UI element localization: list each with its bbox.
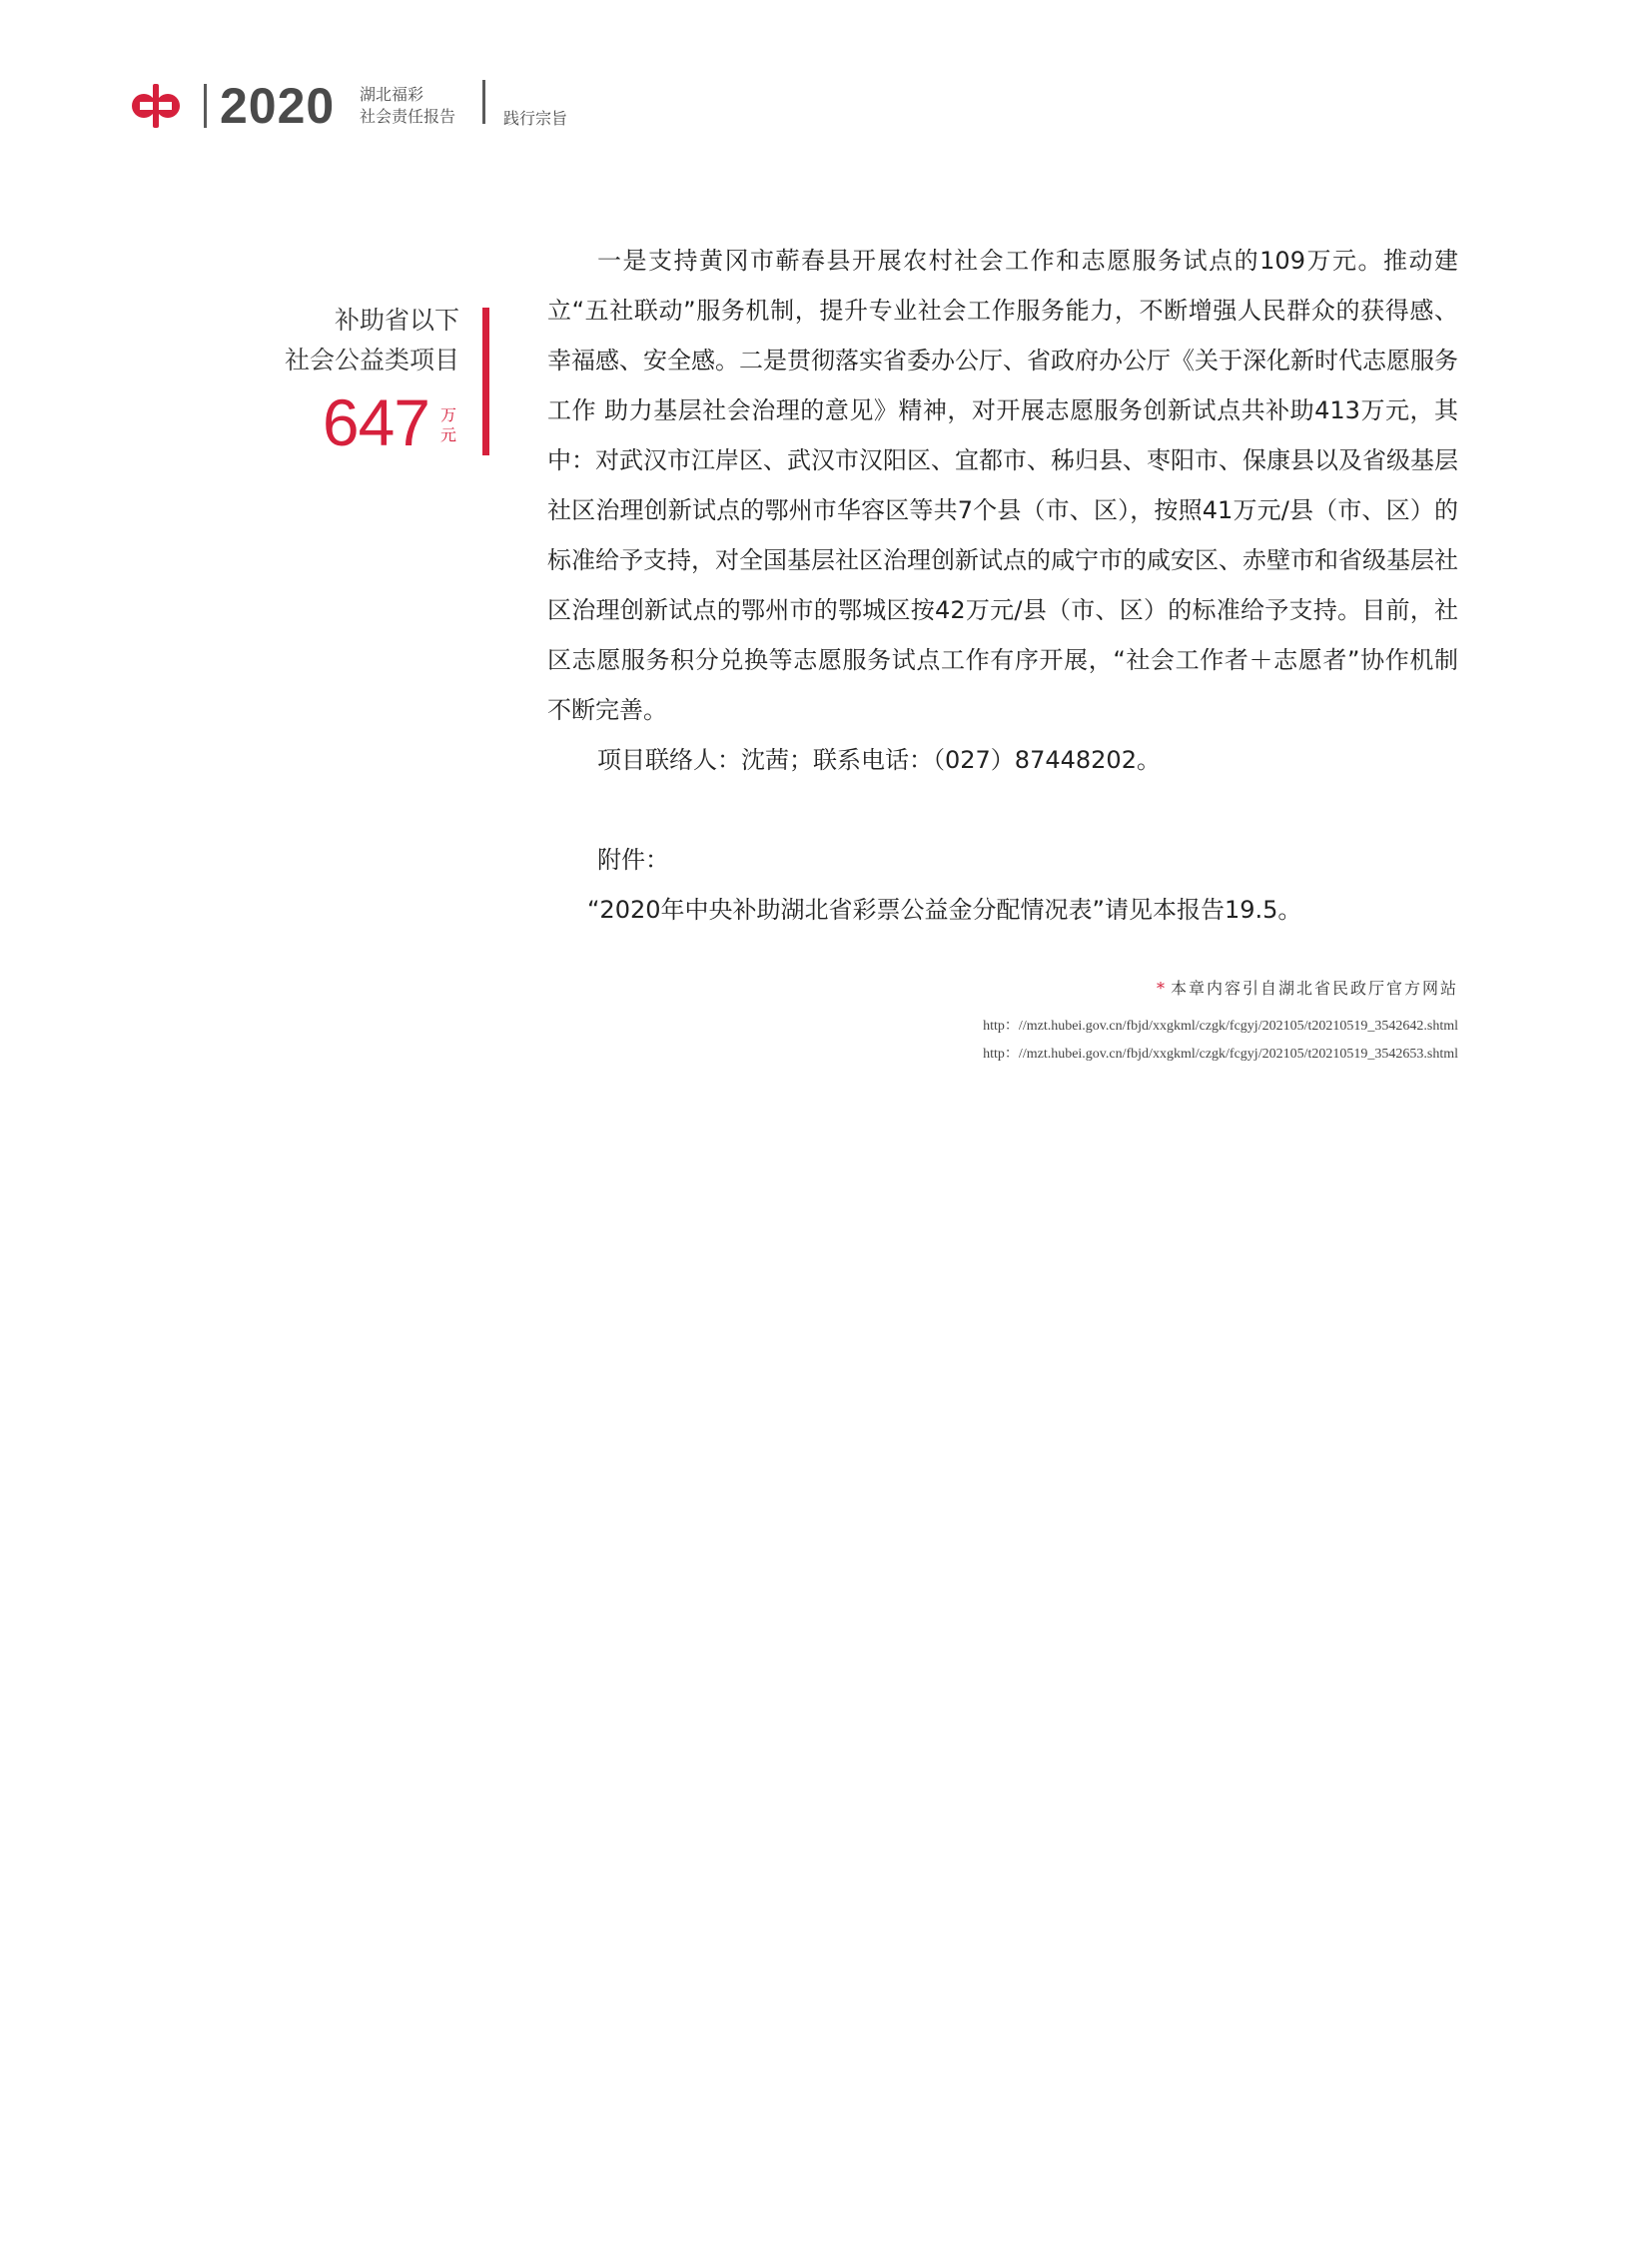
header-divider <box>482 80 485 124</box>
stat-unit: 万元 <box>439 405 456 444</box>
attachment-text: “2020年中央补助湖北省彩票公益金分配情况表”请见本报告19.5。 <box>587 896 1302 924</box>
spacer <box>547 785 1458 835</box>
body-paragraph: 一是支持黄冈市蕲春县开展农村社会工作和志愿服务试点的109万元。推动建立“五社联动”服务机制，提升专业社会工作服务能力，不断增强人民群众的获得感、幸福感、安全感。二是贯彻落实省委办公厅、省政府办公厅《关于深化新时代志愿服务工作 助力基层社会治理的意见》精神，对开展志愿服务创新试点共补助413万元，其中：对武汉市江岸区、武汉市汉阳区、宜都市、秭归县、枣阳市、保康县以及省级基层社区治理创新试点的鄂州市华容区等共7个县（市、区），按照41万元/县（市、区）的标准给予支持，对全国基层社区治理创新试点的咸宁市的咸安区、赤壁市和省级基层社区治理创新试点的鄂州市的鄂城区按42万元/县（市、区）的标准给予支持。目前，社区志愿服务积分兑换等志愿服务试点工作有序开展，“社会工作者＋志愿者”协作机制不断完善。 <box>547 247 1458 724</box>
header-divider <box>204 84 207 128</box>
source-asterisk: * <box>1156 979 1167 998</box>
report-year: 2020 <box>220 78 336 134</box>
report-title-line2: 社会责任报告 <box>360 107 456 126</box>
page-header <box>128 78 727 134</box>
contact-line: 项目联络人：沈茜；联系电话：（027）87448202。 <box>597 746 1161 774</box>
report-title-line1: 湖北福彩 <box>360 85 424 104</box>
stat-label-line2: 社会公益类项目 <box>284 346 459 374</box>
source-url-1[interactable]: http：//mzt.hubei.gov.cn/fbjd/xxgkml/czgk/fcgyj/202105/t20210519_3542642.shtml <box>983 1019 1458 1034</box>
source-text: 本章内容引自湖北省民政厅官方网站 <box>1170 979 1458 998</box>
source-note <box>1157 977 1458 1001</box>
stat-accent-bar <box>482 308 489 455</box>
funding-stat-callout <box>250 300 489 459</box>
source-url-2[interactable]: http：//mzt.hubei.gov.cn/fbjd/xxgkml/czgk/fcgyj/202105/t20210519_3542653.shtml <box>983 1047 1458 1062</box>
attachment-label: 附件： <box>597 846 669 874</box>
stat-label-line1: 补助省以下 <box>334 306 459 335</box>
stat-value: 647 <box>322 385 429 459</box>
china-welfare-lottery-logo-icon <box>128 78 184 134</box>
report-title <box>360 84 455 128</box>
main-content <box>547 236 1458 935</box>
section-title: 践行宗旨 <box>503 109 568 128</box>
